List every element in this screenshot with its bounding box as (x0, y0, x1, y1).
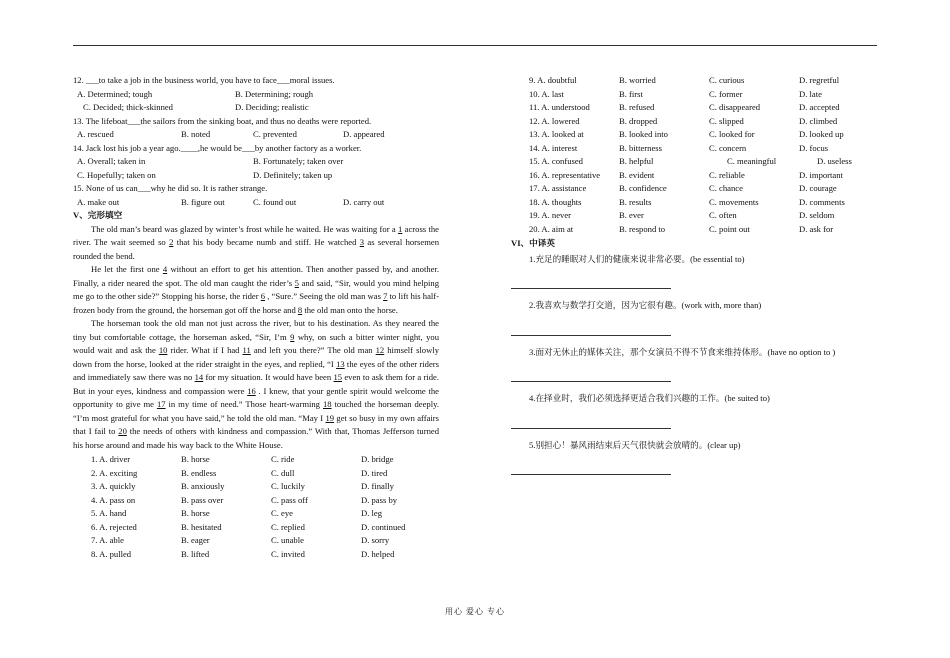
answer-option: C. slipped (709, 115, 744, 126)
answer-option: 4. A. pass on (91, 494, 136, 505)
cloze-option-row (511, 209, 881, 223)
answer-option: B. dropped (619, 115, 658, 126)
answer-option: B. bitterness (619, 142, 662, 153)
question-stem: 13. The lifeboat___the sailors from the sinking boat, and thus no deaths were reported. (73, 115, 372, 126)
answer-option: D. regretful (799, 75, 840, 85)
blank-number: 13 (336, 358, 345, 369)
answer-option: B. figure out (181, 196, 225, 207)
answer-option: B. helpful (619, 156, 654, 166)
answer-option: D. bridge (361, 454, 394, 464)
answer-option: B. results (619, 196, 652, 207)
multiple-choice-section (73, 74, 439, 209)
blank-number: 6 (260, 291, 266, 301)
answer-option: C. disappeared (709, 102, 761, 112)
answer-option: B. horse (181, 454, 210, 464)
answer-option: 15. A. confused (529, 156, 583, 166)
answer-option: 18. A. thoughts (529, 196, 582, 207)
translation-prompt: 4.在择业时，我们必须选择更适合我们兴趣的工作。(be suited to) (529, 393, 770, 403)
right-column (511, 74, 881, 481)
cloze-option-row (511, 101, 881, 115)
answer-option: C. movements (709, 196, 759, 207)
cloze-option-row (73, 521, 439, 535)
blank-number: 4 (162, 264, 168, 274)
answer-option: 20. A. aim at (529, 223, 574, 234)
cloze-option-row (73, 467, 439, 481)
cloze-option-row (511, 74, 881, 88)
blank-number: 19 (325, 412, 335, 423)
answer-option: 3. A. quickly (91, 481, 136, 491)
answer-option: 16. A. representative (529, 169, 601, 180)
answer-option: 10. A. last (529, 88, 564, 99)
cloze-passage (73, 223, 439, 453)
passage-paragraph: The horseman took the old man not just across the river, but to his destination. As they neared the tiny but comfortable cottage, the horseman asked, “Sir, I’m 9 why, on such a bitter winter night, you would wait and ask the 10 rider. What if I had 11 and left you there?” The old man 12 himself slowly down from the horse, looked at the rider straight in the eyes, and replied, “I 13 the eyes of the other riders and immediately saw there was no 14 for my situation. It would have been 15 even to ask them for a ride. But in your eyes, kindness and compassion were 16 . I knew, that your gentle spirit would welcome the opportunity to give me 17 in my time of need.” Those heart-warming 18 touched the horseman deeply. “I’m most grateful for what you have said,” he told the old man. “May I 19 get so busy in my own affairs that I fail to 20 the needs of others with kindness and compassion.” With that, Thomas Jefferson turned his horse around and made his way back to the White House. (73, 318, 440, 450)
passage-paragraph: The old man’s beard was glazed by winter’s frost while he waited. He was waiting for a 1 across the river. The wait seemed so 2 that his body became numb and stiff. He watched 3 as several horsemen rounded the bend. (73, 223, 439, 261)
answer-line[interactable] (511, 274, 671, 289)
answer-option: C. chance (709, 183, 743, 193)
cloze-option-row (511, 155, 881, 169)
answer-option: B. looked into (619, 129, 668, 139)
section-six-title: VI、中译英 (511, 238, 555, 248)
answer-option: B. respond to (619, 223, 666, 234)
answer-option: A. rescued (77, 129, 114, 139)
answer-option: C. looked for (709, 129, 755, 139)
blank-number: 9 (290, 331, 295, 342)
translation-prompt: 3.面对无休止的媒体关注，那个女演员不得不节食来维持体形。(have no option to ) (529, 346, 836, 357)
answer-line[interactable] (511, 321, 671, 336)
answer-option: B. lifted (181, 548, 210, 559)
answer-option: C. point out (709, 223, 750, 234)
answer-option: B. Fortunately; taken over (253, 156, 344, 166)
blank-number: 8 (297, 304, 303, 315)
blank-number: 15 (333, 372, 343, 382)
answer-option: 5. A. hand (91, 508, 127, 518)
answer-option: C. Decided; thick-skinned (83, 102, 173, 112)
answer-option: D. sorry (361, 535, 390, 545)
cloze-option-row (73, 480, 439, 494)
answer-option: B. horse (181, 508, 210, 518)
answer-option: B. anxiously (181, 481, 225, 491)
answer-line[interactable] (511, 367, 671, 382)
option-row (73, 196, 439, 210)
answer-option: D. ask for (799, 223, 834, 234)
passage-paragraph: He let the first one 4 without an effort to get his attention. Then another passed by, and another. Finally, a rider neared the spot. The old man caught the rider’s 5 and said, “Sir, would you mind helping me go to the other side?” Stopping his horse, the rider 6 , “Sure.” Seeing the old man was 7 to lift his half-frozen body from the ground, the horseman got off the horse and 8 the old man onto the horse. (73, 264, 440, 315)
blank-number: 3 (359, 237, 365, 247)
option-row (73, 128, 439, 142)
answer-option: B. Determining; rough (235, 88, 314, 99)
answer-option: B. pass over (181, 494, 224, 505)
option-row (73, 101, 439, 115)
question-stem: 14. Jack lost his job a year ago.____,he would be___by another factory as a worker. (73, 142, 362, 153)
blank-number: 7 (383, 291, 388, 301)
answer-option: D. helped (361, 548, 395, 559)
answer-option: D. courage (799, 183, 837, 193)
answer-option: C. reliable (709, 169, 745, 180)
translation-prompt: 5.别担心！暴风雨结束后天气很快就会放晴的。(clear up) (529, 439, 741, 450)
cloze-options-left (73, 453, 439, 561)
translation-prompt: 1.充足的睡眠对人们的健康来说非常必要。(be essential to) (529, 253, 745, 264)
answer-option: B. first (619, 88, 643, 99)
answer-option: D. climbed (799, 115, 838, 126)
answer-option: D. useless (817, 156, 852, 166)
answer-option: D. continued (361, 521, 406, 532)
answer-option: D. leg (361, 508, 383, 518)
cloze-option-row (511, 115, 881, 129)
answer-option: C. eye (271, 508, 293, 518)
answer-option: B. hesitated (181, 521, 222, 532)
answer-option: B. noted (181, 129, 211, 139)
answer-option: 14. A. interest (529, 142, 578, 153)
answer-option: B. endless (181, 467, 217, 478)
question-stem: 15. None of us can___why he did so. It is rather strange. (73, 183, 268, 193)
blank-number: 14 (194, 372, 204, 382)
answer-option: 19. A. never (529, 210, 572, 220)
cloze-option-row (511, 223, 881, 237)
answer-option: D. accepted (799, 102, 840, 112)
answer-option: 8. A. pulled (91, 548, 132, 559)
answer-option: C. replied (271, 521, 305, 532)
blank-number: 11 (242, 345, 251, 355)
answer-option: B. ever (619, 210, 644, 220)
blank-number: 5 (294, 277, 299, 288)
cloze-option-row (511, 142, 881, 156)
translation-section (511, 253, 881, 476)
answer-option: 11. A. understood (529, 102, 590, 112)
answer-option: A. make out (77, 196, 120, 207)
answer-option: 13. A. looked at (529, 129, 584, 139)
question-stem: 12. ___to take a job in the business world, you have to face___moral issues. (73, 75, 335, 85)
answer-option: D. focus (799, 142, 829, 153)
answer-line[interactable] (511, 460, 671, 475)
answer-option: D. important (799, 169, 843, 180)
answer-option: D. Definitely; taken up (253, 169, 333, 180)
answer-option: D. late (799, 88, 822, 99)
cloze-option-row (511, 169, 881, 183)
translation-prompt: 2.我喜欢与数学打交道，因为它很有趣。(work with, more than) (529, 300, 762, 310)
answer-option: D. tired (361, 467, 388, 478)
answer-option: C. found out (253, 196, 297, 207)
answer-option: A. Overall; taken in (77, 156, 146, 166)
answer-line[interactable] (511, 414, 671, 429)
cloze-option-row (73, 453, 439, 467)
cloze-option-row (511, 128, 881, 142)
answer-option: 12. A. lowered (529, 115, 580, 126)
blank-number: 17 (156, 399, 166, 409)
blank-number: 20 (118, 426, 127, 436)
blank-number: 16 (247, 385, 256, 396)
answer-option: D. finally (361, 481, 394, 491)
answer-option: 1. A. driver (91, 454, 131, 464)
answer-option: 9. A. doubtful (529, 75, 577, 85)
blank-number: 10 (158, 345, 168, 355)
left-column (73, 74, 439, 561)
answer-option: A. Determined; tough (77, 88, 153, 99)
answer-option: B. evident (619, 169, 655, 180)
answer-option: D. seldom (799, 210, 835, 220)
blank-number: 1 (398, 223, 403, 234)
answer-option: D. Deciding; realistic (235, 102, 309, 112)
page-footer: 用心 爱心 专心 (445, 607, 505, 616)
answer-option: C. ride (271, 454, 295, 464)
answer-option: B. eager (181, 535, 210, 545)
header-rule (73, 45, 877, 46)
answer-option: 7. A. able (91, 535, 124, 545)
answer-option: D. carry out (343, 196, 385, 207)
blank-number: 18 (322, 399, 332, 409)
answer-option: C. luckily (271, 481, 305, 491)
cloze-option-row (511, 182, 881, 196)
answer-option: D. appeared (343, 129, 385, 139)
answer-option: 6. A. rejected (91, 521, 137, 532)
answer-option: B. confidence (619, 183, 667, 193)
cloze-option-row (511, 196, 881, 210)
answer-option: C. pass off (271, 494, 308, 505)
option-row (73, 169, 439, 183)
answer-option: C. Hopefully; taken on (77, 169, 156, 180)
answer-option: C. meaningful (727, 156, 777, 166)
answer-option: D. comments (799, 196, 845, 207)
cloze-options-right (511, 74, 881, 236)
answer-option: C. concern (709, 142, 747, 153)
answer-option: D. looked up (799, 129, 844, 139)
answer-option: C. prevented (253, 129, 297, 139)
answer-option: C. unable (271, 535, 304, 545)
cloze-option-row (73, 548, 439, 562)
cloze-option-row (73, 534, 439, 548)
cloze-option-row (73, 494, 439, 508)
answer-option: D. pass by (361, 494, 398, 505)
answer-option: B. worried (619, 75, 656, 85)
option-row (73, 88, 439, 102)
answer-option: 17. A. assistance (529, 183, 587, 193)
blank-number: 12 (375, 345, 385, 355)
option-row (73, 155, 439, 169)
answer-option: C. often (709, 210, 737, 220)
answer-option: 2. A. exciting (91, 467, 138, 478)
answer-option: C. former (709, 88, 743, 99)
answer-option: B. refused (619, 102, 655, 112)
answer-option: C. dull (271, 467, 295, 478)
section-five-title: V、完形填空 (73, 210, 123, 220)
blank-number: 2 (169, 237, 174, 247)
cloze-option-row (73, 507, 439, 521)
cloze-option-row (511, 88, 881, 102)
answer-option: C. curious (709, 75, 745, 85)
answer-option: C. invited (271, 548, 305, 559)
